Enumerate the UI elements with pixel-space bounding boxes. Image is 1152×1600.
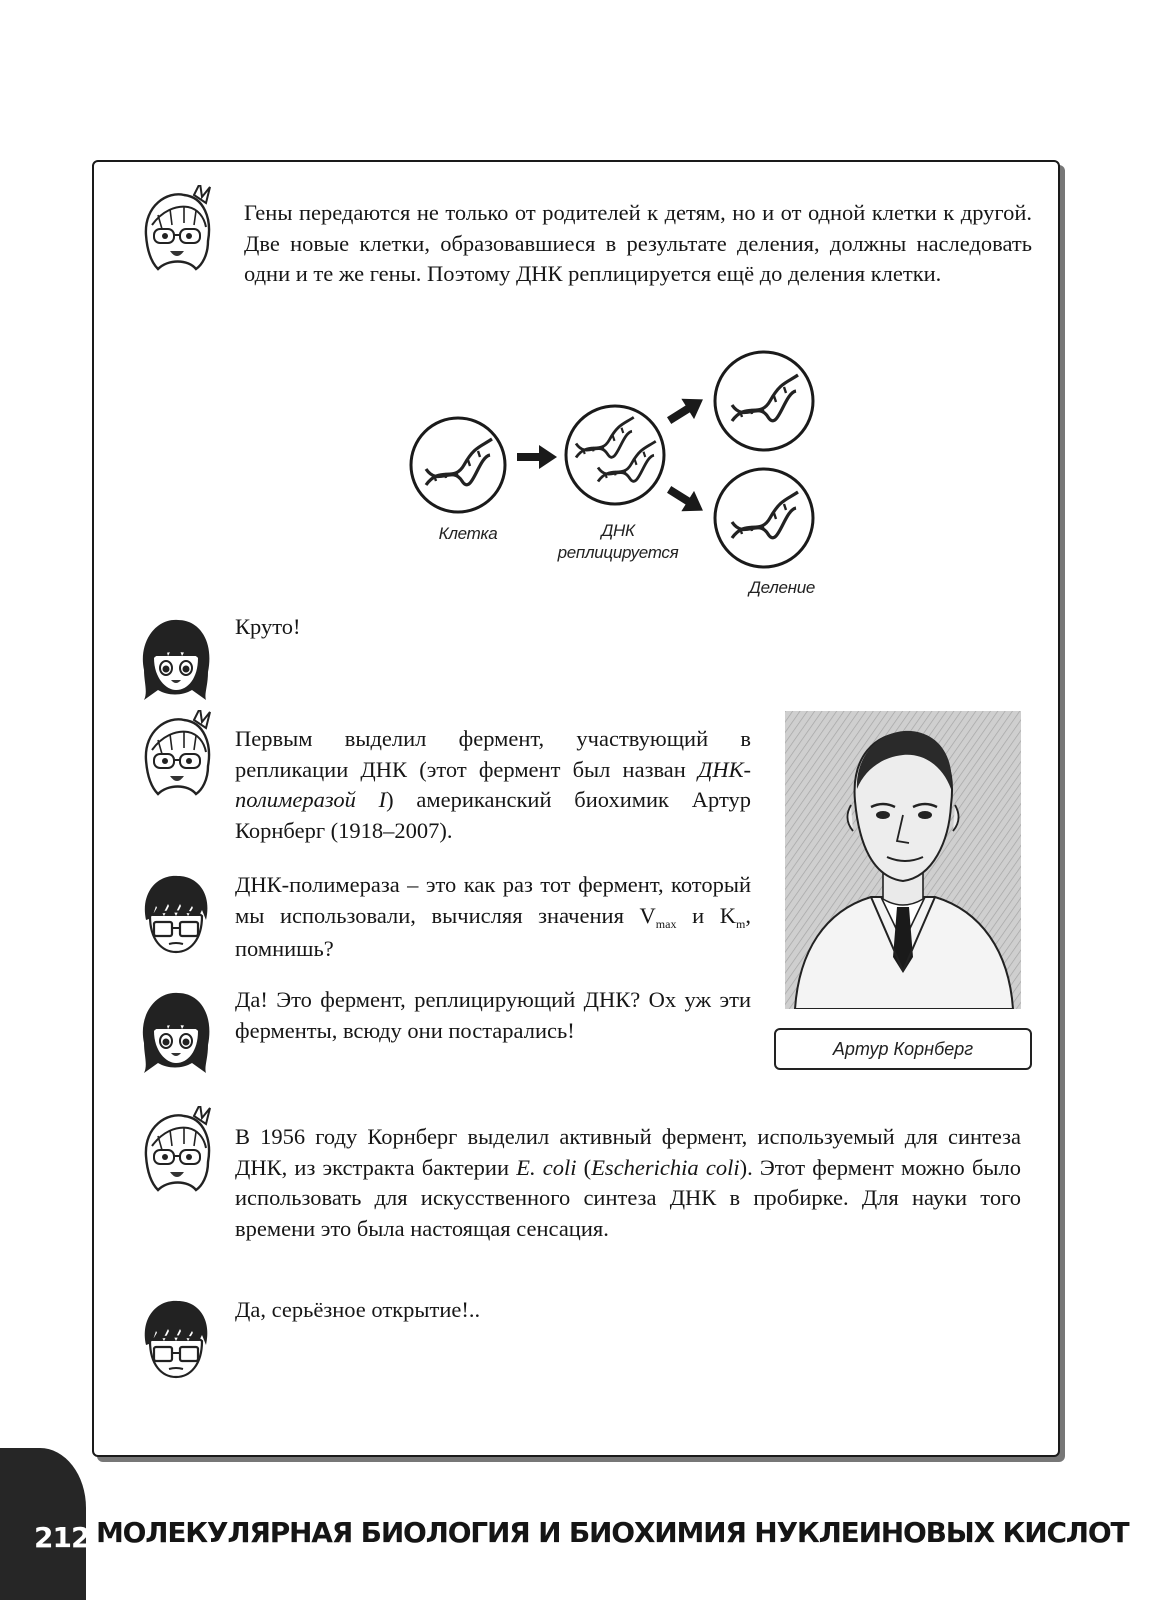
girl-glasses-avatar [138, 185, 218, 275]
paragraph-cool [235, 612, 535, 643]
girl-glasses-avatar [138, 1106, 218, 1196]
kornberg-intro-text-1: Первым выделил фермент, участвующий в репликации ДНК (этот фермент был назван [235, 726, 751, 782]
running-title: МОЛЕКУЛЯРНАЯ БИОЛОГИЯ И БИОХИМИЯ НУКЛЕИНОВЫХ КИСЛОТ [96, 1516, 1129, 1549]
label-replicates: реплицируется [557, 543, 679, 562]
girl-glasses-avatar [138, 710, 218, 800]
dna-polymerase-term: ДНК-полимеразой I [235, 756, 751, 812]
vmax-subscript: max [655, 916, 677, 931]
daughter-cell-top-circle [712, 349, 816, 453]
replicating-cell-circle [563, 403, 667, 507]
label-dna-replicates [548, 520, 688, 564]
portrait-caption-text: Артур Корнберг [832, 1038, 974, 1059]
e-coli-text-1: В 1956 году Корнберг выделил активный фермент, используемый для синтеза ДНК, из экстракта бактерии [235, 1124, 1021, 1180]
paragraph-genes-text: Гены передаются не только от родителей к детям, но и от одной клетки к другой. Две новые клетки, образовавшиеся в результате деления, должны наследовать одни и те же гены. Поэтому ДНК реплицируется ещё до деления клетки. [244, 200, 1032, 286]
e-coli-text-3: ). Этот фермент можно было использовать для искусственного синтеза ДНК в пробирке. Для науки того времени это была настоящая сенсация. [235, 1154, 1021, 1241]
paragraph-enzyme-everywhere [235, 985, 751, 1046]
e-coli-text-2: ( [576, 1154, 592, 1180]
portrait-caption [774, 1028, 1032, 1070]
polymerase-text-1: ДНК-полимераза – это как раз тот фермент, который мы использовали, вычисляя значения V [235, 872, 751, 928]
polymerase-text-3: , помнишь? [235, 902, 751, 961]
label-division: Деление [748, 578, 816, 597]
boy-glasses-avatar [136, 1295, 216, 1385]
label-cell: Клетка [438, 524, 498, 543]
paragraph-genes [244, 198, 1032, 290]
girl-dark-hair-avatar [136, 612, 216, 702]
girl-dark-hair-avatar [136, 985, 216, 1075]
paragraph-cool-text: Круто! [235, 614, 301, 639]
label-dna: ДНК [601, 521, 635, 540]
boy-glasses-avatar [136, 870, 216, 960]
serious-discovery-text: Да, серьёзное открытие!.. [235, 1297, 481, 1322]
paragraph-serious-discovery [235, 1295, 735, 1326]
paragraph-polymerase [235, 870, 751, 965]
escherichia-coli-term: Escherichia coli [591, 1154, 740, 1180]
arrow-right-icon [517, 445, 557, 469]
page-number: 212 [34, 1521, 90, 1554]
paragraph-kornberg-intro [235, 724, 751, 846]
e-coli-term: E. coli [516, 1154, 577, 1180]
paragraph-e-coli [235, 1122, 1021, 1244]
kornberg-intro-text-2: ) американский биохимик Артур Корнберг (1918–2007). [235, 787, 751, 843]
arthur-kornberg-portrait [785, 711, 1021, 1009]
daughter-cell-bottom-circle [712, 466, 816, 570]
cell-circle [408, 415, 508, 515]
polymerase-text-2: и K [676, 902, 737, 928]
km-subscript: m [736, 916, 746, 931]
enzyme-everywhere-text: Да! Это фермент, реплицирующий ДНК? Ох уж эти ферменты, всюду они постарались! [235, 987, 751, 1043]
